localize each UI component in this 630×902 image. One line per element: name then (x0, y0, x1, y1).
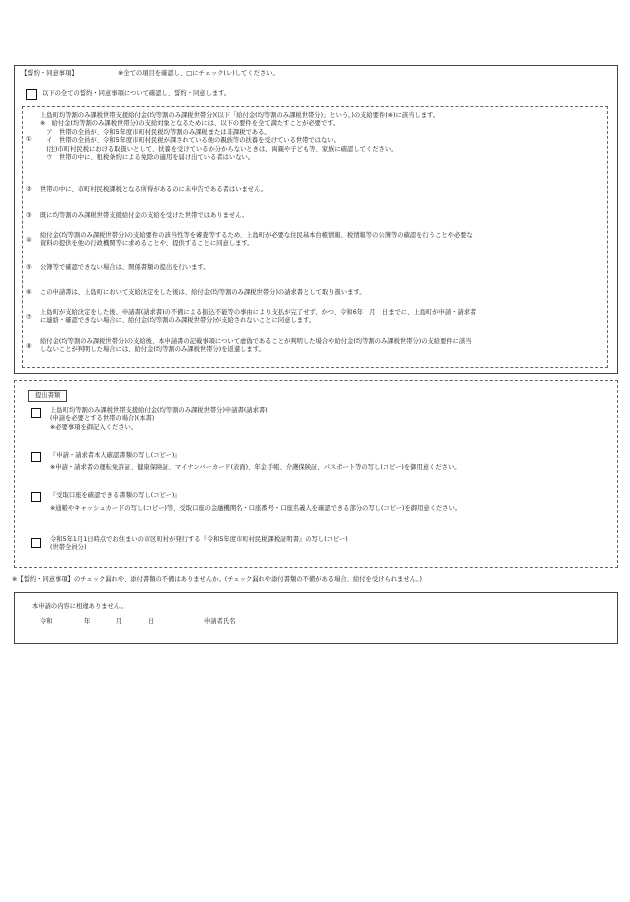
declaration-section (14, 592, 618, 644)
item-3-marker: ③ (26, 212, 32, 219)
item-4-marker: ④ (26, 237, 32, 244)
confirm-all-checkbox[interactable] (26, 89, 37, 100)
date-month: 月 (116, 618, 123, 625)
doc-4-text: 令和5年1月1日時点でお住まいの市区町村が発行する『令和5年度市町村民税課税証明書』の写し(コピー) (世帯全員分) (50, 536, 348, 552)
date-era: 令和 (40, 618, 53, 625)
item-1-text: 上島町均等割のみ課税世帯支援給付金(均等割のみ課税世帯分)(以下「給付金(均等割のみ課税世帯分)」という。)の支給要件(※)に該当します。 ※ 給付金(均等割のみ課税世帯分)の支給対象となるためには、以下の要件を全て満たすことが必要です。 ア 世帯の全員が、令和5年度市町村民税均等割のみ課税または非課税である。 イ 世帯の全員が、令和5年度市町村民税が課されている他の親族等の扶養を受けている世帯ではない。 (注)市町村民税における取扱いとして、扶養を受けているか分からないときは、両親や子ども等、家族に確認してください。 ウ 世帯の中に、租税条約による免除の適用を届け出ている者はいない。 (40, 112, 440, 162)
item-5-marker: ⑤ (26, 264, 32, 271)
item-7-marker: ⑦ (26, 314, 32, 321)
doc-3-checkbox[interactable] (31, 492, 41, 502)
consent-heading: 【誓約・同意事項】 (21, 70, 78, 77)
item-2-marker: ② (26, 186, 32, 193)
item-1-marker: ① (26, 136, 32, 143)
item-6-text: この申請書は、上島町において支給決定をした後は、給付金(均等割のみ課税世帯分)の請求書として取り扱います。 (40, 289, 366, 296)
item-4-text: 給付金(均等割のみ課税世帯分)の支給要件の該当性等を審査等するため、上島町が必要な住民基本台帳情報、税情報等の公簿等の確認を行うことや必要な 資料の提供を他の行政機関等に求めることや、提供することに同意します。 (40, 232, 473, 248)
item-3-text: 既に均等割のみ課税世帯支援給付金の支給を受けた世帯ではありません。 (40, 212, 249, 219)
item-2-text: 世帯の中に、市町村民税課税となる所得があるのに未申告である者はいません。 (40, 186, 268, 193)
applicant-name-label: 申請者氏名 (204, 618, 236, 625)
doc-1-checkbox[interactable] (31, 408, 41, 418)
doc-2-text: 『申請・請求者本人確認書類の写し(コピー)』 ※申請・請求者の運転免許証、健康保険証、マイナンバーカード(表面)、年金手帳、介護保険証、パスポート等の写し(コピー)を御用意ください。 (50, 452, 461, 472)
item-6-marker: ⑥ (26, 289, 32, 296)
date-day: 日 (148, 618, 155, 625)
item-7-text: 上島町が支給決定をした後、申請書(請求書)の不備による振込不能等の事由により支払が完了せず、かつ、令和6年 月 日までに、上島町が申請・請求者 に連絡・確認できない場合に、給付金(均等割のみ課税世帯分)が支給されないことに同意します。 (40, 309, 477, 325)
item-5-text: 公簿等で確認できない場合は、関係書類の提出を行います。 (40, 264, 210, 271)
declaration-text: 本申請の内容に相違ありません。 (32, 603, 127, 610)
consent-instruction: ※全ての項目を確認し、□にチェック(レ)してください。 (118, 70, 279, 77)
documents-heading: 提出書類 (28, 390, 67, 402)
doc-1-text: 上島町均等割のみ課税世帯支援給付金(均等割のみ課税世帯分)申請書(請求書) (申請を必要とする世帯の場合)(本書) ※必要事項を御記入ください。 (50, 407, 268, 431)
warning-note: ※【誓約・同意事項】のチェック漏れや、添付書類の不備はありませんか。(チェック漏れや添付書類の不備がある場合、給付を受けられません。) (12, 576, 422, 583)
doc-4-checkbox[interactable] (31, 538, 41, 548)
date-year: 年 (84, 618, 91, 625)
confirm-all-label: 以下の全ての誓約・同意事項について確認し、誓約・同意します。 (42, 90, 231, 97)
doc-3-text: 『受取口座を確認できる書類の写し(コピー)』 ※通帳やキャッシュカードの写し(コピー)等、受取口座の金融機関名・口座番号・口座名義人を確認できる部分の写し(コピー)を御用意ください。 (50, 492, 462, 513)
item-8-marker: ⑧ (26, 343, 32, 350)
item-8-text: 給付金(均等割のみ課税世帯分)の支給後、本申請書の記載事項について虚偽であることが判明した場合や給付金(均等割のみ課税世帯分)の支給要件に該当 しないことが判明した場合には、給付金(均等割のみ課税世帯分)を返還します。 (40, 338, 472, 354)
doc-2-checkbox[interactable] (31, 452, 41, 462)
